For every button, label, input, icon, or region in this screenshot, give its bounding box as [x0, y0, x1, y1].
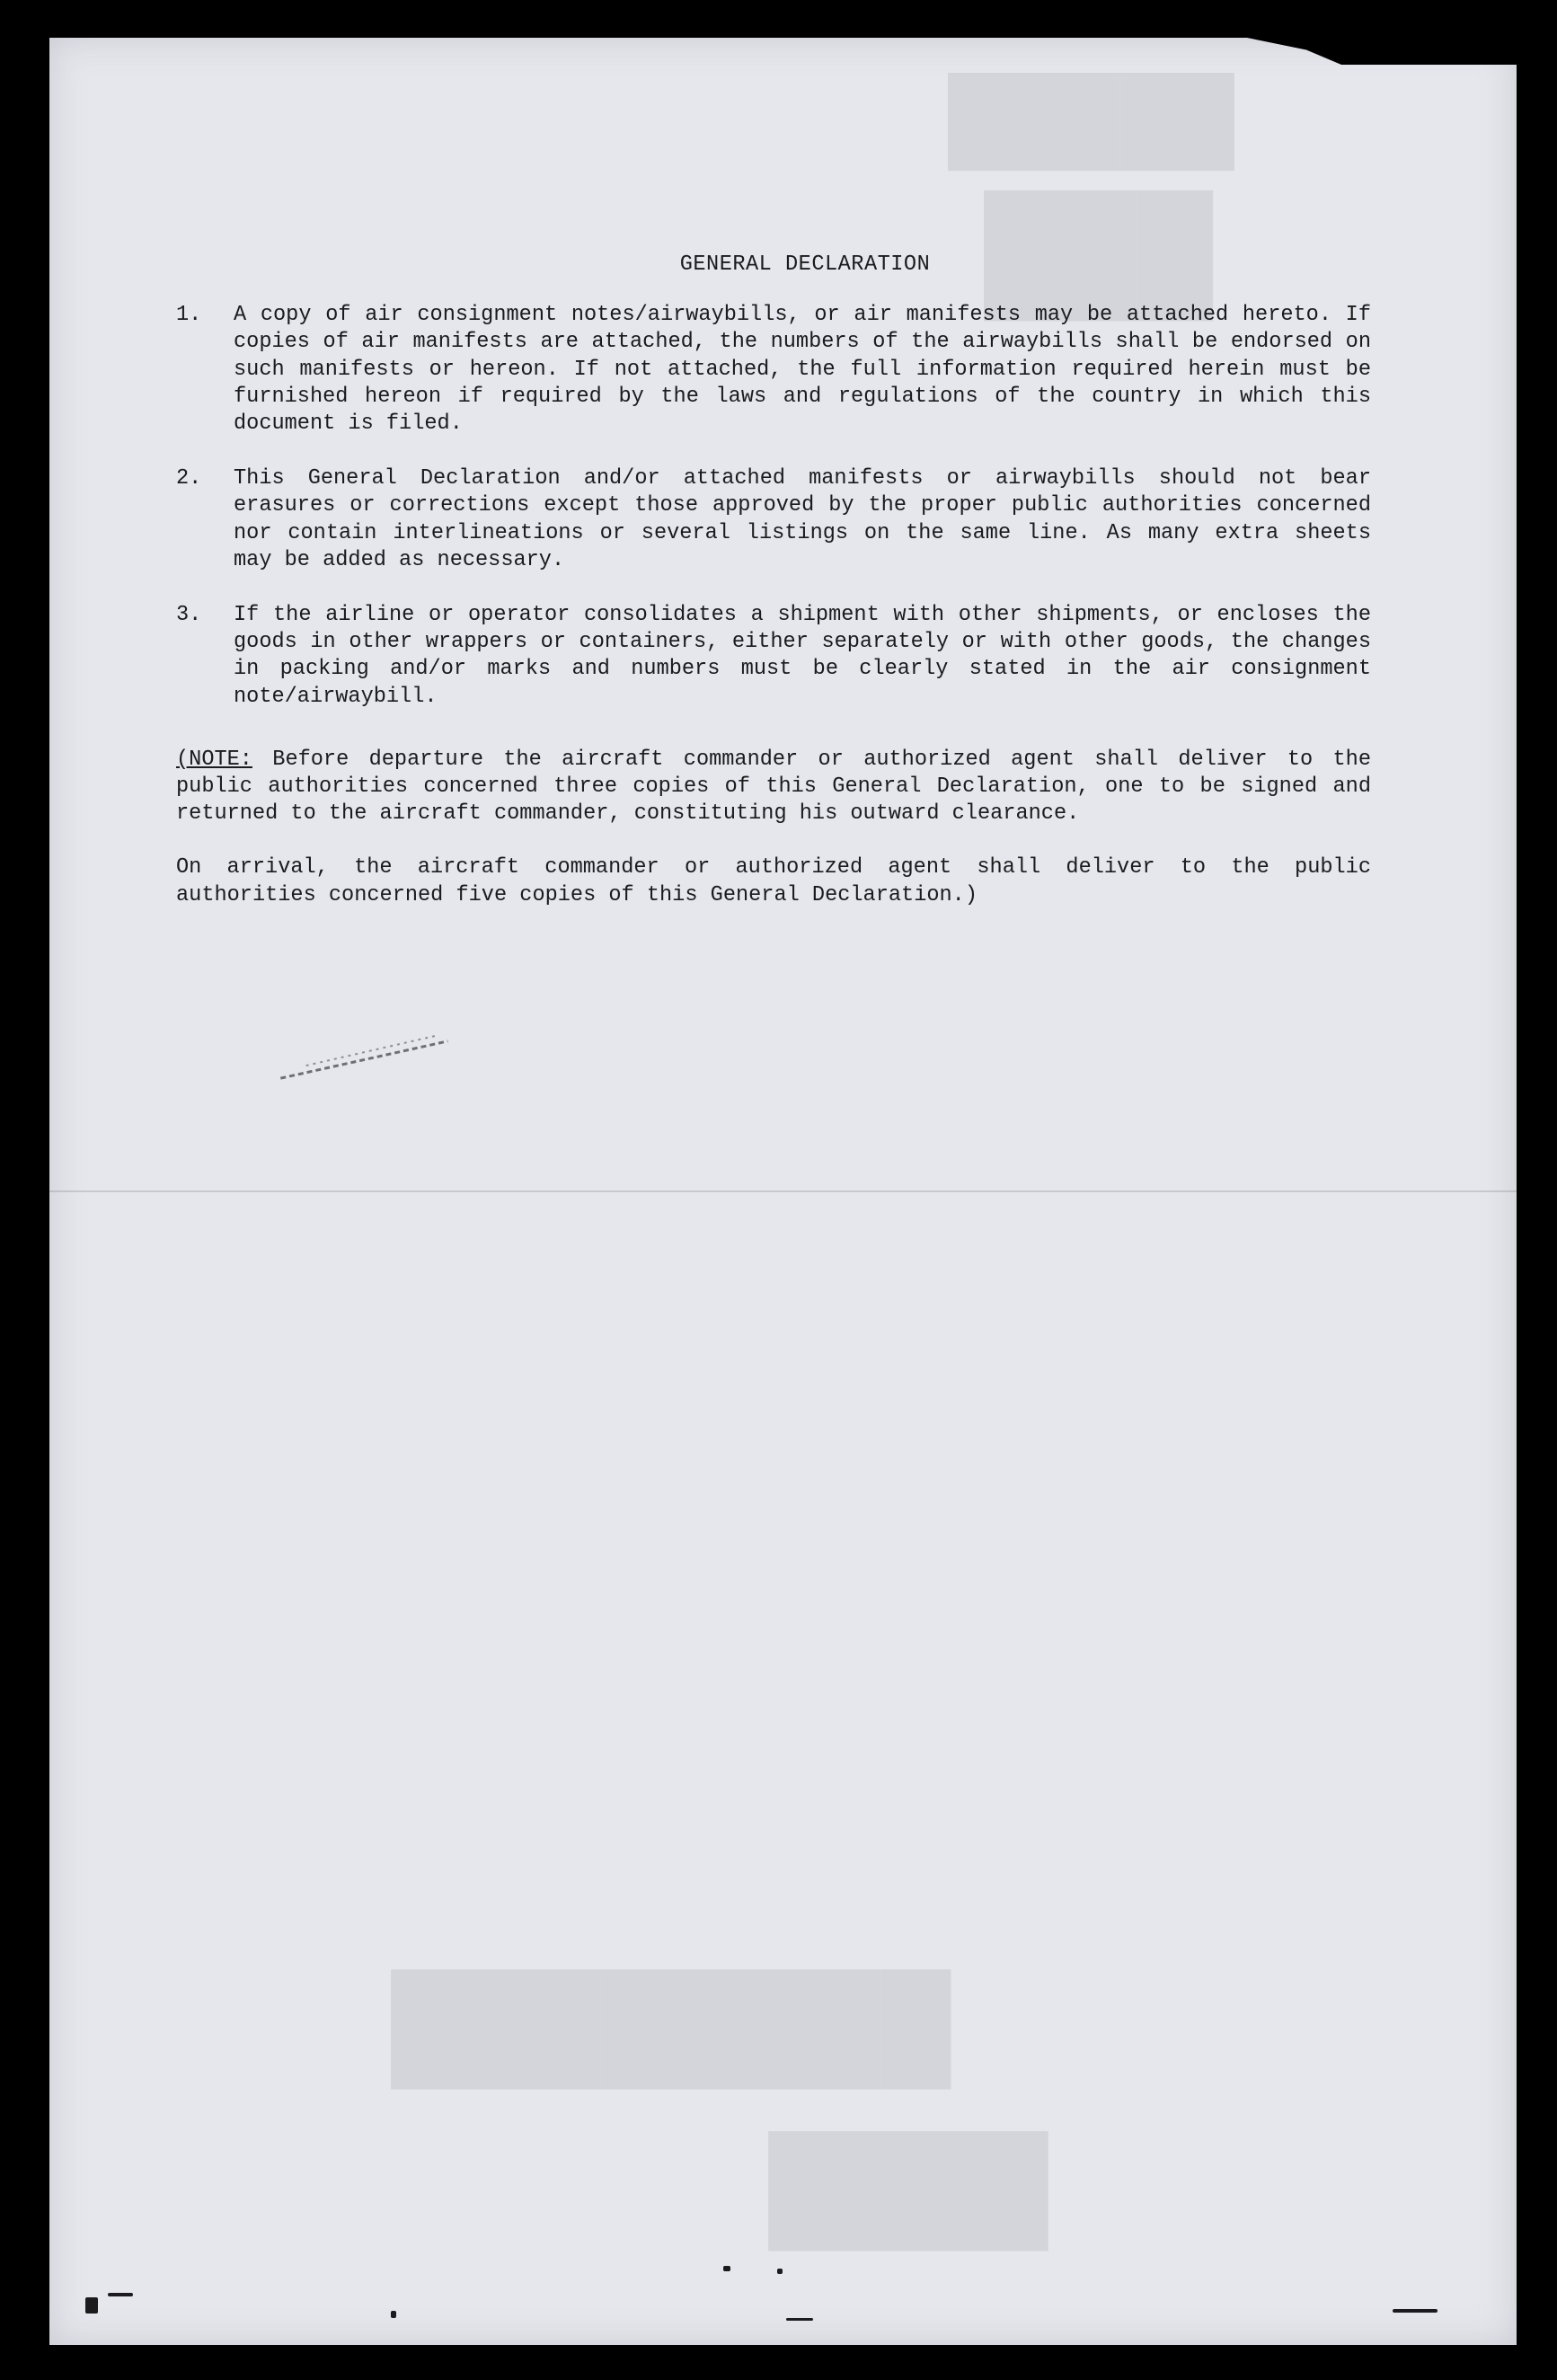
faint-stamp-mark: [268, 1022, 461, 1093]
item-text: A copy of air consignment notes/airwaybills, or air manifests may be attached hereto. If copies of air manifests are attached, the numbers of the airwaybills shall be endorsed on such manifests or hereon. If not attached, the full information required herein must be furnished hereon if required by the laws and regulations of the country in which this document is filed.: [234, 303, 1371, 437]
note-departure-text: Before departure the aircraft commander or authorized agent shall deliver to the public authorities concerned three copies of this General Declaration, one to be signed and returned to the aircraft commander, constituting his outward clearance.: [176, 747, 1371, 827]
item-number: 1.: [176, 303, 202, 328]
document-body: [176, 252, 1371, 909]
torn-corner: [1247, 38, 1517, 65]
list-item: [176, 302, 1371, 438]
note-arrival-text: On arrival, the aircraft commander or authorized agent shall deliver to the public authorities concerned five copies of this General Declaration.): [176, 855, 1371, 907]
bleed-through-mid: ███: [984, 192, 1214, 312]
bleed-through-bottom: ████████: [391, 1971, 951, 2081]
document-title: GENERAL DECLARATION: [679, 252, 931, 277]
item-number: 2.: [176, 466, 202, 491]
note-label: (NOTE:: [176, 747, 252, 772]
bleed-through-top: █████: [948, 75, 1234, 164]
item-text: If the airline or operator consolidates a shipment with other shipments, or encloses the goods in other wrappers or containers, either separately or with other goods, the changes in packing and/or marks and numbers must be clearly stated in the air consignment note/airwaybill.: [234, 603, 1371, 709]
bleed-through-footer: ████: [768, 2133, 1048, 2243]
item-number: 3.: [176, 603, 202, 628]
list-item: [176, 465, 1371, 574]
item-text: This General Declaration and/or attached manifests or airwaybills should not bear erasures or corrections except those approved by the proper public authorities concerned nor contain interlineations or several listings on the same line. As many extra sheets may be added as necessary.: [234, 466, 1371, 572]
fold-line: [49, 1190, 1517, 1192]
list-item: [176, 602, 1371, 711]
note-departure: [176, 747, 1371, 828]
note-arrival: [176, 854, 1371, 908]
